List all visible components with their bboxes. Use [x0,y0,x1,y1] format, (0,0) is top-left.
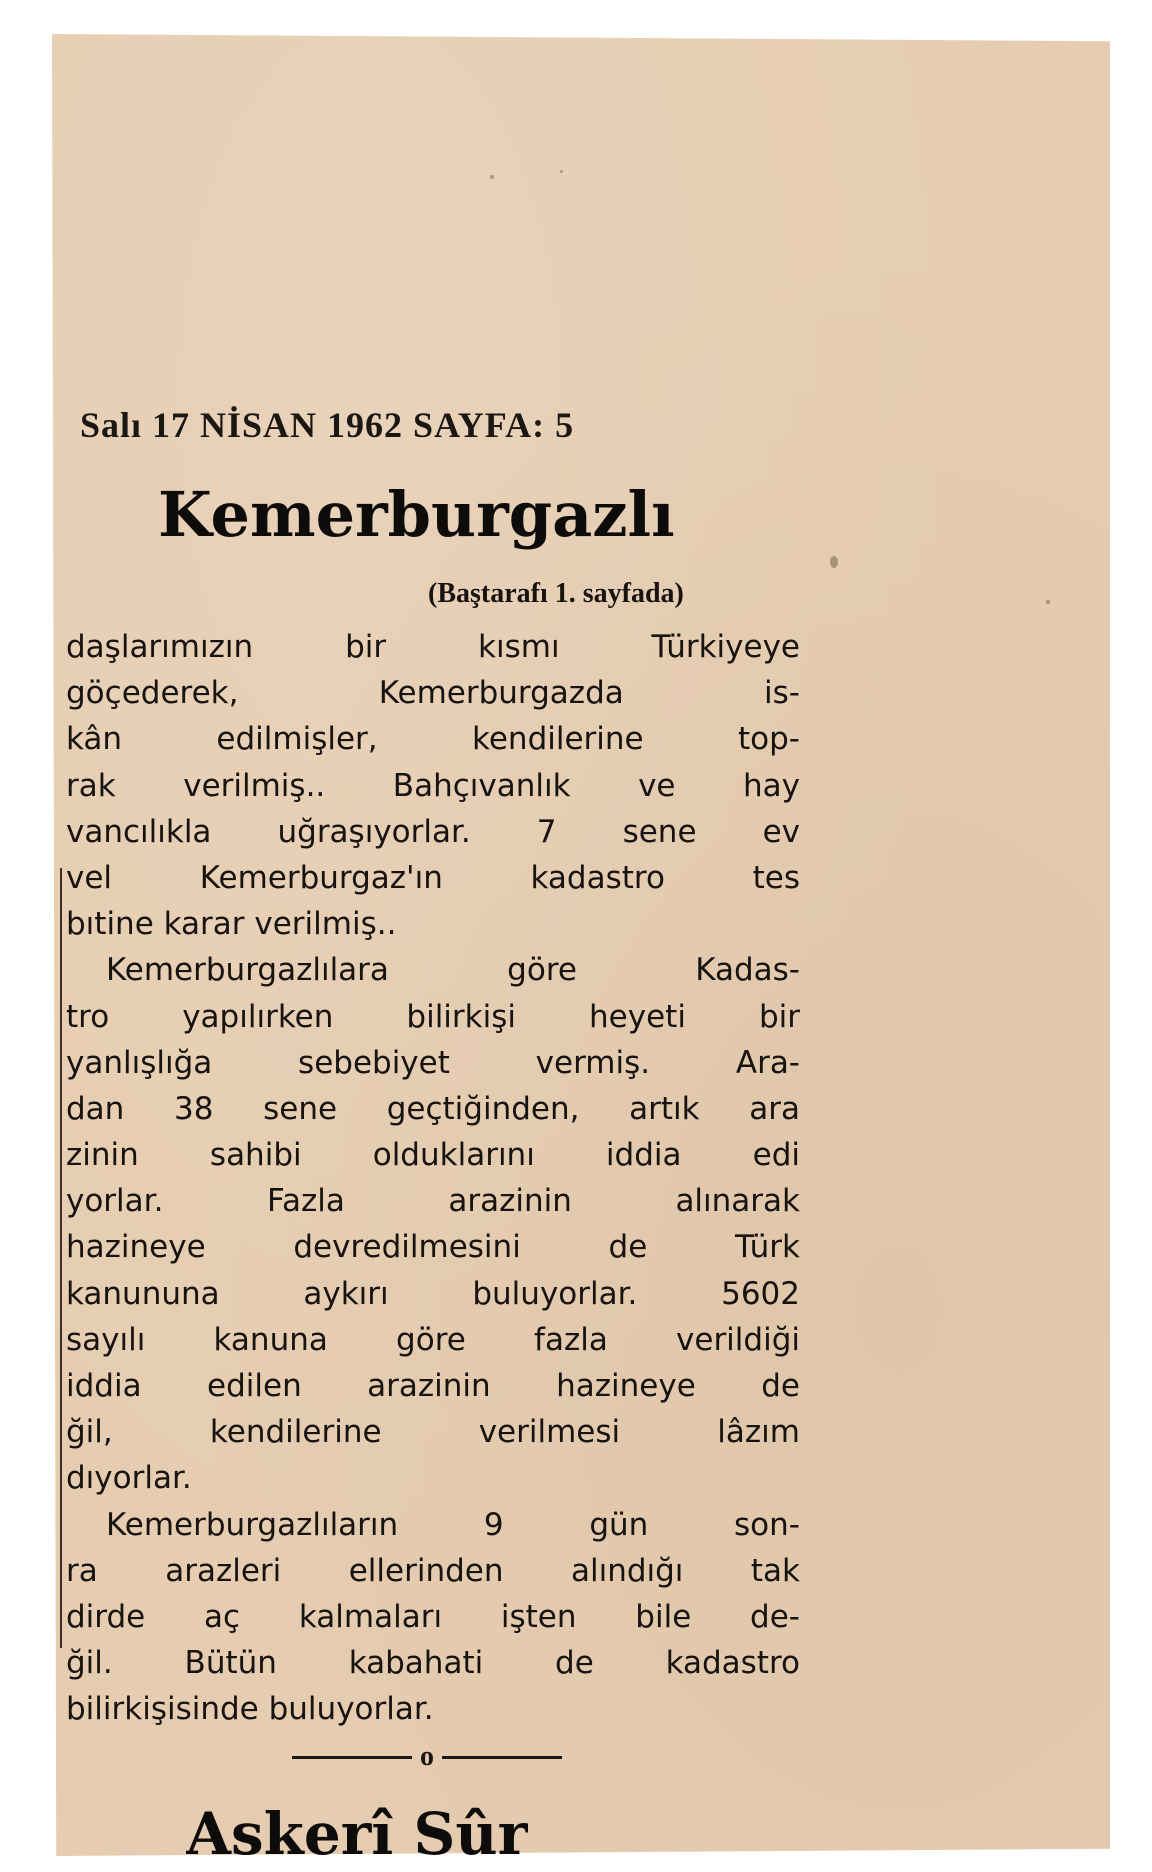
paper-fleck [830,556,838,568]
next-article-headline: Askerî Sûr [186,1800,529,1856]
article-line: ra arazleri ellerinden alındığı tak [66,1552,800,1589]
paper-fleck [490,175,494,179]
article-line: sayılı kanuna göre fazla verildiği [66,1321,800,1358]
article-line: göçederek, Kemerburgazda is- [66,675,800,712]
article-line: bıtine karar verilmiş.. [66,906,397,943]
separator-mark: o [420,1741,434,1772]
continued-from-note: (Baştarafı 1. sayfada) [428,578,684,609]
article-line: zinin sahibi olduklarını iddia edi [66,1137,800,1174]
article-line: iddia edilen arazinin hazineye de [66,1368,800,1404]
article-line: vancılıkla uğraşıyorlar. 7 sene ev [66,813,800,850]
article-line: dan 38 sene geçtiğinden, artık ara [66,1090,800,1127]
page-dateline: Salı 17 NİSAN 1962 SAYFA: 5 [80,405,575,445]
article-separator [292,1742,562,1772]
article-line: hazineye devredilmesini de Türk [66,1229,800,1266]
article-line: tro yapılırken bilirkişi heyeti bir [66,998,800,1035]
article-line: bilirkişisinde buluyorlar. [66,1691,434,1728]
article-body [66,624,800,1733]
article-line: ğil. Bütün kabahati de kadastro [66,1645,800,1682]
article-line: yanlışlığa sebebiyet vermiş. Ara- [66,1044,800,1081]
separator-dash [442,1756,562,1759]
article-line: dıyorlar. [66,1460,192,1497]
article-line: yorlar. Fazla arazinin alınarak [66,1183,800,1220]
paper-fleck [560,170,563,173]
article-line: kân edilmişler, kendilerine top- [66,721,800,758]
article-line: Kemerburgazlıların 9 gün son- [106,1506,800,1543]
separator-dash [292,1756,412,1759]
article-line: dirde aç kalmaları işten bile de- [66,1598,800,1635]
article-headline: Kemerburgazlı [158,478,675,551]
article-line: Kemerburgazlılara göre Kadas- [106,952,800,989]
paper-fleck [1046,600,1050,604]
article-line: rak verilmiş.. Bahçıvanlık ve hay [66,767,800,804]
article-line: ğil, kendilerine verilmesi lâzım [66,1414,800,1451]
article-line: kanununa aykırı buluyorlar. 5602 [66,1275,800,1312]
column-rule [60,868,62,1648]
article-line: vel Kemerburgaz'ın kadastro tes [66,859,800,896]
article-line: daşlarımızın bir kısmı Türkiyeye [66,629,800,665]
